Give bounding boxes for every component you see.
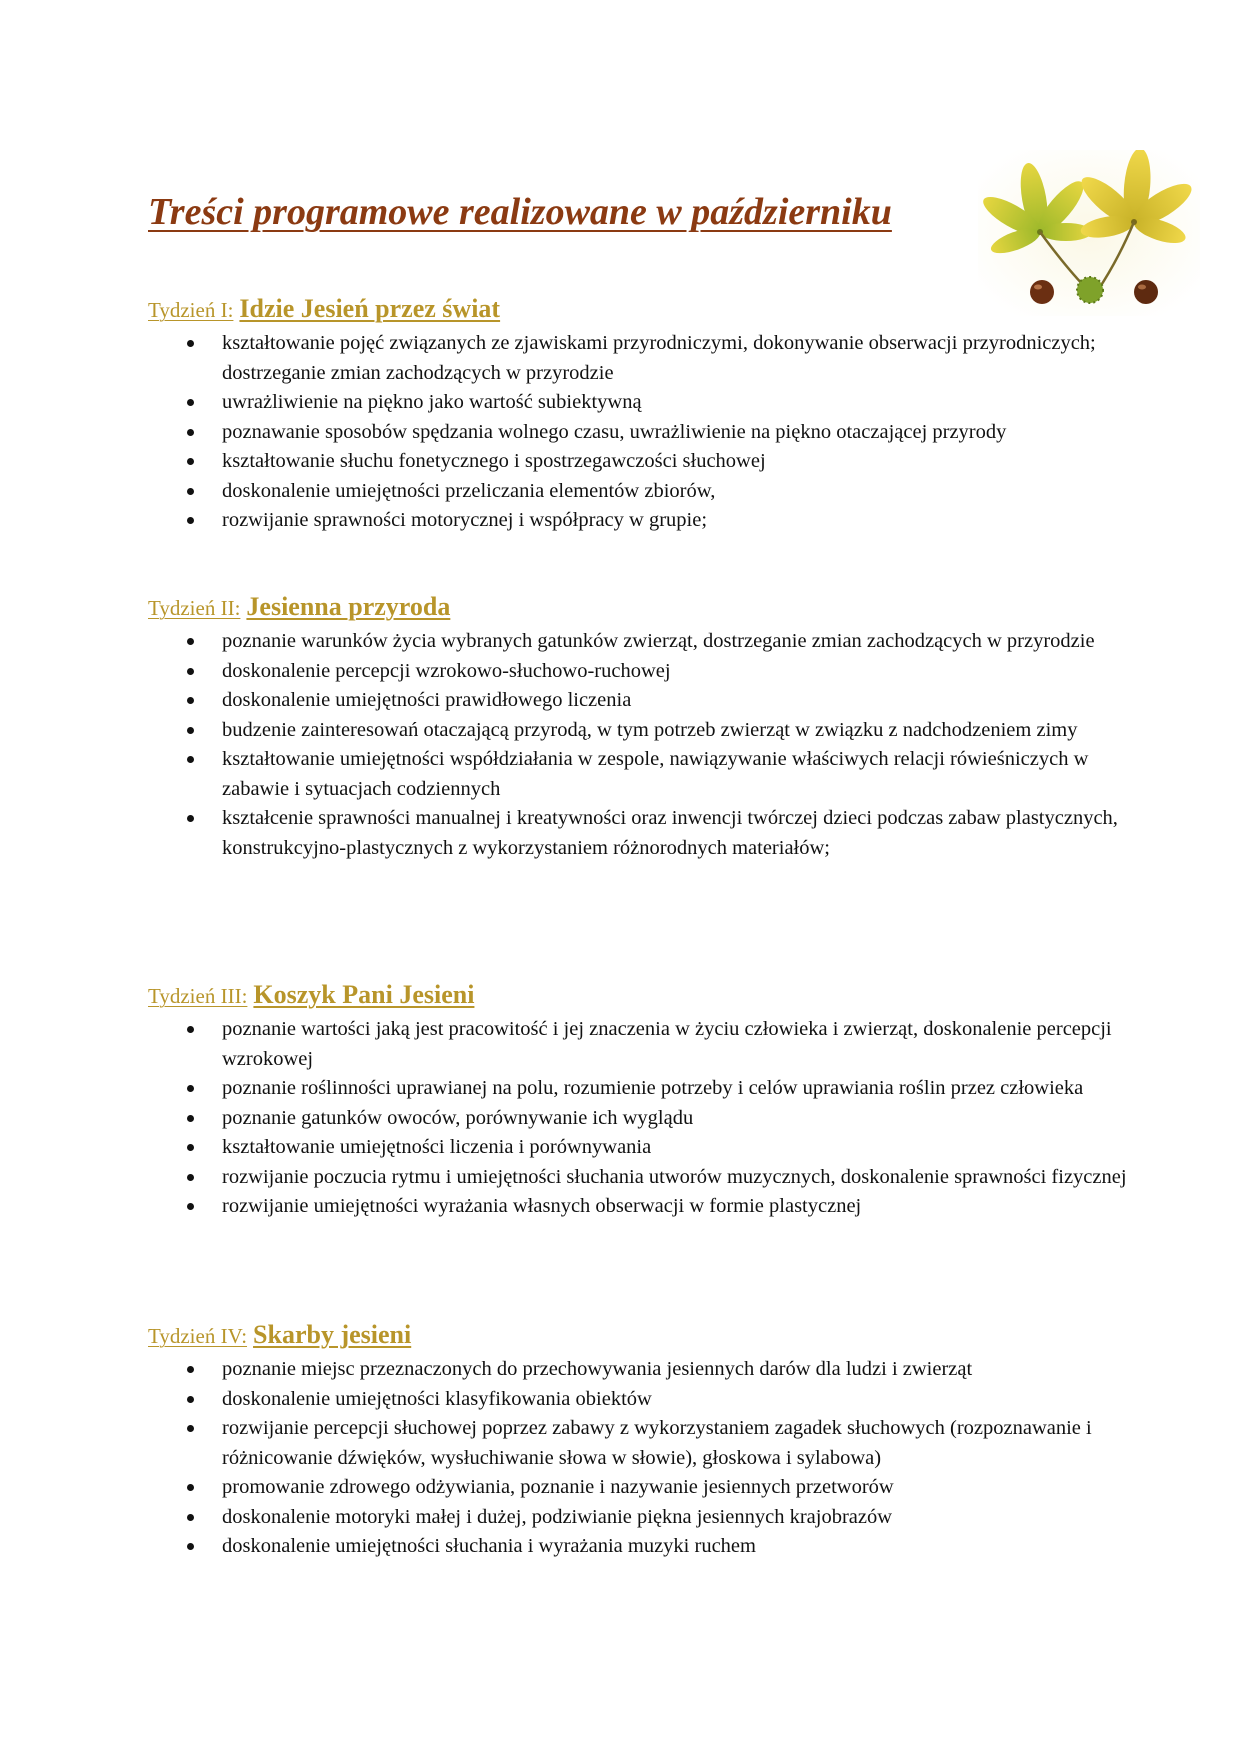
week-items-list (148, 627, 1128, 863)
list-item: kształtowanie umiejętności współdziałania w zespole, nawiązywanie właściwych relacji rówieśniczych w zabawie i sytuacjach codziennych (222, 745, 1128, 804)
list-item: poznanie gatunków owoców, porównywanie ich wyglądu (222, 1104, 1128, 1134)
list-item: doskonalenie umiejętności słuchania i wyrażania muzyki ruchem (222, 1532, 1128, 1562)
list-item: poznanie roślinności uprawianej na polu, rozumienie potrzeby i celów uprawiania roślin przez człowieka (222, 1074, 1128, 1104)
list-item: rozwijanie poczucia rytmu i umiejętności słuchania utworów muzycznych, doskonalenie sprawności fizycznej (222, 1163, 1128, 1193)
list-item: poznanie miejsc przeznaczonych do przechowywania jesiennych darów dla ludzi i zwierząt (222, 1355, 1128, 1385)
page-title: Treści programowe realizowane w październiku (148, 191, 892, 233)
list-item: poznanie wartości jaką jest pracowitość i jej znaczenia w życiu człowieka i zwierząt, doskonalenie percepcji wzrokowej (222, 1015, 1128, 1074)
list-item: promowanie zdrowego odżywiania, poznanie i nazywanie jesiennych przetworów (222, 1473, 1128, 1503)
week-label: Tydzień II: (148, 596, 241, 620)
week-heading (148, 292, 1128, 327)
week-label: Tydzień III: (148, 984, 248, 1008)
week-name: Koszyk Pani Jesieni (253, 980, 475, 1009)
list-item: kształcenie sprawności manualnej i kreatywności oraz inwencji twórczej dzieci podczas zabaw plastycznych, konstrukcyjno-plastycznych z wykorzystaniem różnorodnych materiałów; (222, 804, 1128, 863)
list-item: poznanie warunków życia wybranych gatunków zwierząt, dostrzeganie zmian zachodzących w przyrodzie (222, 627, 1128, 657)
list-item: kształtowanie słuchu fonetycznego i spostrzegawczości słuchowej (222, 447, 1128, 477)
week-name: Skarby jesieni (253, 1320, 412, 1349)
list-item: doskonalenie percepcji wzrokowo-słuchowo-ruchowej (222, 657, 1128, 687)
week-section-3 (148, 978, 1128, 1222)
week-heading (148, 590, 1128, 625)
list-item: kształtowanie umiejętności liczenia i porównywania (222, 1133, 1128, 1163)
list-item: kształtowanie pojęć związanych ze zjawiskami przyrodniczymi, dokonywanie obserwacji przyrodniczych; dostrzeganie zmian zachodzących w przyrodzie (222, 329, 1128, 388)
list-item: doskonalenie umiejętności klasyfikowania obiektów (222, 1385, 1128, 1415)
week-heading (148, 1318, 1128, 1353)
week-section-2 (148, 590, 1128, 863)
list-item: doskonalenie umiejętności przeliczania elementów zbiorów, (222, 477, 1128, 507)
week-heading (148, 978, 1128, 1013)
list-item: doskonalenie umiejętności prawidłowego liczenia (222, 686, 1128, 716)
week-section-1 (148, 292, 1128, 536)
list-item: doskonalenie motoryki małej i dużej, podziwianie piękna jesiennych krajobrazów (222, 1503, 1128, 1533)
week-label: Tydzień IV: (148, 1324, 248, 1348)
week-items-list (148, 329, 1128, 536)
list-item: poznawanie sposobów spędzania wolnego czasu, uwrażliwienie na piękno otaczającej przyrody (222, 418, 1128, 448)
list-item: rozwijanie percepcji słuchowej poprzez zabawy z wykorzystaniem zagadek słuchowych (rozpoznawanie i różnicowanie dźwięków, wysłuchiwanie słowa w słowie), głoskowa i sylabowa) (222, 1414, 1128, 1473)
week-items-list (148, 1015, 1128, 1222)
list-item: uwrażliwienie na piękno jako wartość subiektywną (222, 388, 1128, 418)
week-name: Jesienna przyroda (246, 592, 451, 621)
week-section-4 (148, 1318, 1128, 1562)
list-item: rozwijanie sprawności motorycznej i współpracy w grupie; (222, 506, 1128, 536)
list-item: budzenie zainteresowań otaczającą przyrodą, w tym potrzeb zwierząt w związku z nadchodzeniem zimy (222, 716, 1128, 746)
week-label: Tydzień I: (148, 298, 234, 322)
week-name: Idzie Jesień przez świat (239, 294, 501, 323)
week-items-list (148, 1355, 1128, 1562)
list-item: rozwijanie umiejętności wyrażania własnych obserwacji w formie plastycznej (222, 1192, 1128, 1222)
